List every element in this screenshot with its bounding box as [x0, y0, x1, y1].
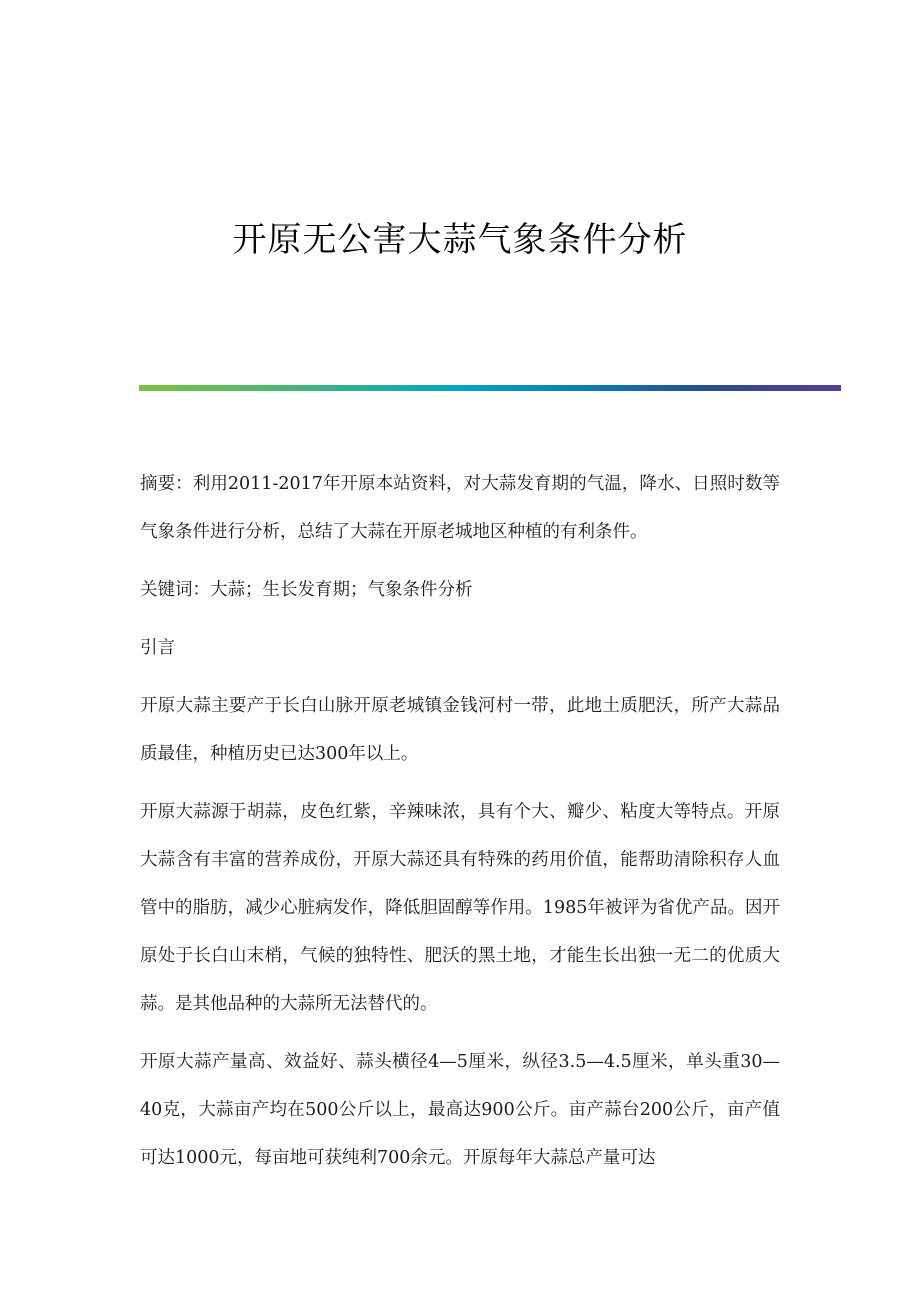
section-heading-introduction: 引言 [140, 638, 175, 658]
document-title: 开原无公害大蒜气象条件分析 [232, 220, 688, 260]
document-body [140, 460, 780, 1192]
body-paragraph: 开原大蒜主要产于长白山脉开原老城镇金钱河村一带，此地土质肥沃，所产大蒜品质最佳，种植历史已达300年以上。 [140, 696, 780, 764]
keywords-paragraph: 关键词：大蒜；生长发育期；气象条件分析 [140, 580, 473, 600]
body-paragraph: 开原大蒜产量高、效益好、蒜头横径4—5厘米，纵径3.5—4.5厘米，单头重30—40克，大蒜亩产均在500公斤以上，最高达900公斤。亩产蒜台200公斤，亩产值可达1000元，每亩地可获纯利700余元。开原每年大蒜总产量可达 [140, 1052, 780, 1168]
title-divider [139, 385, 841, 391]
body-paragraph: 开原大蒜源于胡蒜，皮色红紫，辛辣味浓，具有个大、瓣少、粘度大等特点。开原大蒜含有丰富的营养成份，开原大蒜还具有特殊的药用价值，能帮助清除积存人血管中的脂肪，减少心脏病发作，降低胆固醇等作用。1985年被评为省优产品。因开原处于长白山末梢，气候的独特性、肥沃的黑土地，才能生长出独一无二的优质大蒜。是其他品种的大蒜所无法替代的。 [140, 802, 780, 1014]
abstract-paragraph: 摘要：利用2011-2017年开原本站资料，对大蒜发育期的气温，降水、日照时数等气象条件进行分析，总结了大蒜在开原老城地区种植的有利条件。 [140, 474, 780, 542]
